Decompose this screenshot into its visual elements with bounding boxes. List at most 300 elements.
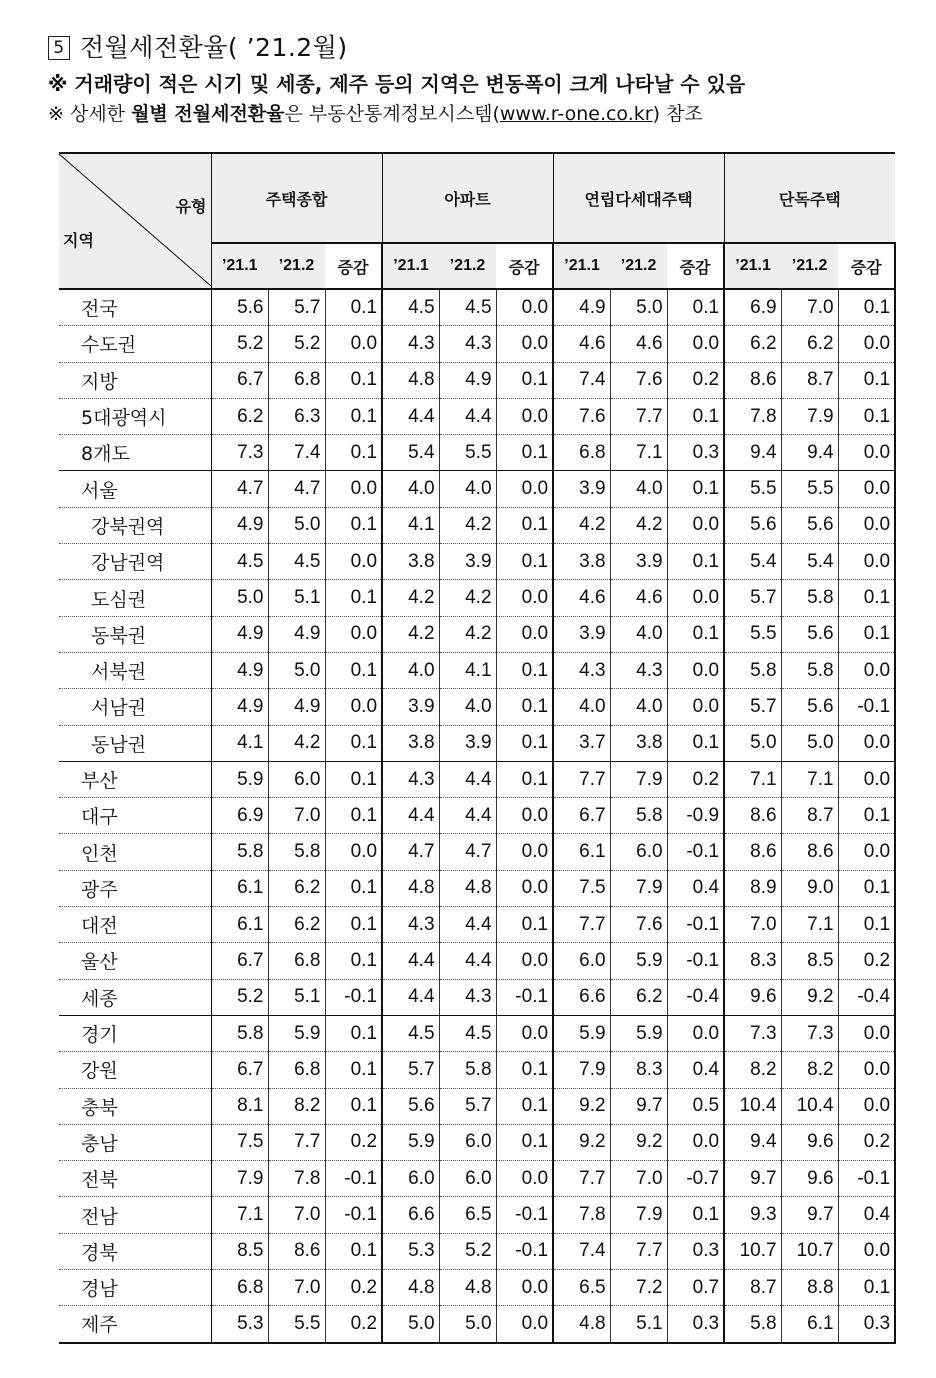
change-cell: 0.1	[325, 725, 382, 761]
region-cell: 수도권	[59, 326, 211, 362]
value-cell: 7.1	[781, 761, 838, 797]
value-cell: 5.0	[211, 580, 268, 616]
group-header-all-housing: 주택종합	[211, 153, 382, 243]
value-cell: 6.7	[211, 362, 268, 398]
value-cell: 6.0	[268, 761, 325, 797]
value-cell: 7.1	[781, 907, 838, 943]
change-cell: 0.0	[838, 1052, 895, 1088]
value-cell: 8.6	[781, 834, 838, 870]
value-cell: 6.2	[610, 979, 667, 1015]
region-cell: 강원	[59, 1052, 211, 1088]
value-cell: 8.9	[724, 870, 781, 906]
region-cell: 강북권역	[59, 507, 211, 543]
change-cell: -0.1	[667, 907, 724, 943]
change-cell: 0.1	[325, 652, 382, 688]
value-cell: 7.7	[553, 907, 610, 943]
table-row	[59, 689, 895, 725]
subheader-change: 증감	[496, 243, 553, 289]
value-cell: 5.7	[724, 689, 781, 725]
subheader-month: ’21.1	[724, 243, 781, 289]
value-cell: 8.6	[724, 834, 781, 870]
change-cell: 0.1	[325, 507, 382, 543]
value-cell: 7.3	[724, 1015, 781, 1051]
change-cell: 0.1	[838, 289, 895, 326]
value-cell: 7.1	[211, 1197, 268, 1233]
value-cell: 6.8	[268, 943, 325, 979]
value-cell: 4.2	[268, 725, 325, 761]
change-cell: -0.4	[838, 979, 895, 1015]
value-cell: 5.2	[211, 979, 268, 1015]
value-cell: 6.2	[781, 326, 838, 362]
value-cell: 4.9	[211, 616, 268, 652]
table-row	[59, 1270, 895, 1306]
value-cell: 9.2	[781, 979, 838, 1015]
value-cell: 7.0	[610, 1161, 667, 1197]
region-cell: 서울	[59, 471, 211, 507]
value-cell: 5.2	[268, 326, 325, 362]
value-cell: 4.8	[439, 1270, 496, 1306]
change-cell: 0.0	[496, 326, 553, 362]
change-cell: -0.1	[667, 943, 724, 979]
change-cell: 0.0	[325, 471, 382, 507]
value-cell: 4.9	[439, 362, 496, 398]
value-cell: 10.4	[724, 1088, 781, 1124]
change-cell: 0.1	[667, 471, 724, 507]
table-row	[59, 398, 895, 434]
value-cell: 8.2	[724, 1052, 781, 1088]
table-row	[59, 1233, 895, 1269]
region-cell: 전북	[59, 1161, 211, 1197]
value-cell: 7.5	[553, 870, 610, 906]
change-cell: 0.1	[325, 362, 382, 398]
value-cell: 4.8	[382, 1270, 439, 1306]
value-cell: 4.2	[439, 580, 496, 616]
value-cell: 3.9	[610, 544, 667, 580]
value-cell: 3.8	[382, 725, 439, 761]
change-cell: 0.1	[325, 580, 382, 616]
change-cell: 0.1	[667, 544, 724, 580]
value-cell: 7.7	[553, 761, 610, 797]
subheader-month: ’21.2	[439, 243, 496, 289]
region-cell: 동북권	[59, 616, 211, 652]
value-cell: 6.5	[439, 1197, 496, 1233]
region-cell: 강남권역	[59, 544, 211, 580]
region-cell: 충남	[59, 1124, 211, 1160]
region-cell: 경기	[59, 1015, 211, 1051]
value-cell: 6.5	[553, 1270, 610, 1306]
value-cell: 7.0	[724, 907, 781, 943]
value-cell: 9.0	[781, 870, 838, 906]
table-row	[59, 907, 895, 943]
change-cell: 0.1	[838, 798, 895, 834]
value-cell: 5.1	[610, 1306, 667, 1343]
change-cell: 0.2	[325, 1124, 382, 1160]
value-cell: 4.8	[382, 870, 439, 906]
change-cell: 0.0	[838, 761, 895, 797]
change-cell: 0.4	[667, 1052, 724, 1088]
value-cell: 4.1	[211, 725, 268, 761]
subheader-month: ’21.1	[211, 243, 268, 289]
value-cell: 10.4	[781, 1088, 838, 1124]
value-cell: 4.3	[439, 979, 496, 1015]
change-cell: 0.1	[667, 725, 724, 761]
table-row	[59, 616, 895, 652]
table-row	[59, 544, 895, 580]
value-cell: 8.3	[610, 1052, 667, 1088]
value-cell: 5.9	[382, 1124, 439, 1160]
region-cell: 세종	[59, 979, 211, 1015]
value-cell: 5.3	[382, 1233, 439, 1269]
value-cell: 9.2	[553, 1088, 610, 1124]
value-cell: 4.0	[439, 689, 496, 725]
value-cell: 9.7	[781, 1197, 838, 1233]
table-row	[59, 798, 895, 834]
value-cell: 4.5	[211, 544, 268, 580]
change-cell: 0.0	[838, 1233, 895, 1269]
region-cell: 전남	[59, 1197, 211, 1233]
value-cell: 4.6	[610, 580, 667, 616]
region-cell: 경남	[59, 1270, 211, 1306]
value-cell: 5.0	[439, 1306, 496, 1343]
change-cell: -0.1	[325, 979, 382, 1015]
table-row	[59, 943, 895, 979]
subheader-month: ’21.2	[610, 243, 667, 289]
value-cell: 5.2	[439, 1233, 496, 1269]
region-cell: 대구	[59, 798, 211, 834]
value-cell: 6.1	[211, 870, 268, 906]
value-cell: 4.0	[610, 471, 667, 507]
value-cell: 4.2	[553, 507, 610, 543]
change-cell: 0.0	[667, 689, 724, 725]
value-cell: 7.4	[553, 1233, 610, 1269]
change-cell: 0.1	[325, 435, 382, 471]
value-cell: 6.6	[553, 979, 610, 1015]
region-cell: 제주	[59, 1306, 211, 1343]
change-cell: 0.1	[496, 1088, 553, 1124]
value-cell: 5.9	[211, 761, 268, 797]
change-cell: 0.0	[496, 471, 553, 507]
value-cell: 7.9	[610, 761, 667, 797]
change-cell: 0.0	[838, 652, 895, 688]
change-cell: -0.1	[838, 689, 895, 725]
value-cell: 9.4	[724, 1124, 781, 1160]
value-cell: 4.7	[382, 834, 439, 870]
value-cell: 4.3	[610, 652, 667, 688]
value-cell: 6.7	[211, 943, 268, 979]
region-cell: 대전	[59, 907, 211, 943]
value-cell: 4.0	[382, 652, 439, 688]
change-cell: 0.1	[325, 870, 382, 906]
change-cell: 0.0	[838, 435, 895, 471]
diagonal-divider	[59, 154, 211, 286]
table-row	[59, 1306, 895, 1343]
value-cell: 4.0	[382, 471, 439, 507]
value-cell: 5.0	[268, 507, 325, 543]
change-cell: 0.1	[667, 398, 724, 434]
value-cell: 4.0	[610, 689, 667, 725]
change-cell: 0.2	[325, 1306, 382, 1343]
value-cell: 6.2	[268, 870, 325, 906]
value-cell: 8.7	[724, 1270, 781, 1306]
value-cell: 5.9	[610, 943, 667, 979]
value-cell: 8.5	[211, 1233, 268, 1269]
value-cell: 4.5	[439, 289, 496, 326]
change-cell: 0.0	[496, 870, 553, 906]
change-cell: 0.0	[838, 834, 895, 870]
note-reference-middle: 은 부동산통계정보시스템(	[284, 103, 500, 125]
value-cell: 5.0	[382, 1306, 439, 1343]
value-cell: 6.9	[724, 289, 781, 326]
value-cell: 7.6	[553, 398, 610, 434]
value-cell: 5.0	[724, 725, 781, 761]
change-cell: 0.1	[496, 544, 553, 580]
change-cell: 0.1	[838, 580, 895, 616]
value-cell: 6.3	[268, 398, 325, 434]
value-cell: 5.6	[724, 507, 781, 543]
value-cell: 4.6	[553, 580, 610, 616]
value-cell: 8.8	[781, 1270, 838, 1306]
change-cell: 0.0	[838, 1015, 895, 1051]
value-cell: 8.2	[268, 1088, 325, 1124]
value-cell: 9.6	[781, 1124, 838, 1160]
change-cell: 0.1	[325, 1088, 382, 1124]
change-cell: 0.0	[496, 616, 553, 652]
value-cell: 5.4	[781, 544, 838, 580]
value-cell: 4.0	[610, 616, 667, 652]
value-cell: 9.2	[553, 1124, 610, 1160]
table-row	[59, 1088, 895, 1124]
change-cell: 0.0	[838, 471, 895, 507]
change-cell: 0.0	[838, 507, 895, 543]
value-cell: 8.5	[781, 943, 838, 979]
value-cell: 7.2	[610, 1270, 667, 1306]
value-cell: 6.8	[268, 362, 325, 398]
subheader-change: 증감	[838, 243, 895, 289]
value-cell: 7.0	[268, 1270, 325, 1306]
r-one-link[interactable]: www.r-one.co.kr	[499, 103, 653, 125]
region-cell: 부산	[59, 761, 211, 797]
value-cell: 4.4	[439, 398, 496, 434]
value-cell: 5.6	[781, 689, 838, 725]
change-cell: 0.2	[667, 362, 724, 398]
value-cell: 7.8	[724, 398, 781, 434]
change-cell: 0.1	[667, 289, 724, 326]
value-cell: 8.6	[724, 362, 781, 398]
change-cell: 0.0	[667, 507, 724, 543]
table-row	[59, 362, 895, 398]
value-cell: 4.2	[439, 507, 496, 543]
value-cell: 5.6	[781, 616, 838, 652]
value-cell: 4.4	[439, 798, 496, 834]
section-number-box: 5	[48, 36, 70, 60]
change-cell: 0.1	[667, 1197, 724, 1233]
change-cell: -0.1	[496, 979, 553, 1015]
region-cell: 8개도	[59, 435, 211, 471]
change-cell: 0.7	[667, 1270, 724, 1306]
value-cell: 5.9	[268, 1015, 325, 1051]
value-cell: 4.5	[382, 289, 439, 326]
table-row	[59, 1015, 895, 1051]
change-cell: 0.3	[667, 435, 724, 471]
change-cell: 0.0	[325, 689, 382, 725]
change-cell: 0.0	[496, 398, 553, 434]
value-cell: 6.0	[610, 834, 667, 870]
table-row	[59, 979, 895, 1015]
change-cell: 0.0	[838, 326, 895, 362]
value-cell: 7.8	[268, 1161, 325, 1197]
value-cell: 6.2	[211, 398, 268, 434]
value-cell: 3.8	[553, 544, 610, 580]
value-cell: 5.8	[211, 834, 268, 870]
value-cell: 7.9	[781, 398, 838, 434]
value-cell: 7.1	[610, 435, 667, 471]
value-cell: 4.8	[553, 1306, 610, 1343]
change-cell: 0.1	[838, 870, 895, 906]
value-cell: 7.1	[724, 761, 781, 797]
value-cell: 5.9	[610, 1015, 667, 1051]
region-cell: 도심권	[59, 580, 211, 616]
value-cell: 7.0	[268, 1197, 325, 1233]
note-reference-prefix: ※ 상세한	[48, 103, 132, 125]
value-cell: 4.3	[382, 761, 439, 797]
value-cell: 4.4	[382, 398, 439, 434]
region-cell: 울산	[59, 943, 211, 979]
table-row	[59, 725, 895, 761]
value-cell: 6.0	[439, 1124, 496, 1160]
change-cell: -0.1	[496, 1197, 553, 1233]
value-cell: 7.7	[268, 1124, 325, 1160]
change-cell: 0.1	[496, 362, 553, 398]
value-cell: 4.6	[610, 326, 667, 362]
value-cell: 4.4	[382, 798, 439, 834]
value-cell: 5.2	[211, 326, 268, 362]
value-cell: 7.8	[553, 1197, 610, 1233]
value-cell: 3.8	[610, 725, 667, 761]
value-cell: 5.8	[268, 834, 325, 870]
value-cell: 8.7	[781, 798, 838, 834]
change-cell: 0.1	[496, 689, 553, 725]
change-cell: -0.1	[325, 1161, 382, 1197]
value-cell: 7.4	[268, 435, 325, 471]
value-cell: 5.3	[211, 1306, 268, 1343]
change-cell: 0.0	[496, 943, 553, 979]
value-cell: 9.3	[724, 1197, 781, 1233]
group-header-apartment: 아파트	[382, 153, 553, 243]
value-cell: 8.6	[268, 1233, 325, 1269]
change-cell: 0.1	[325, 1015, 382, 1051]
change-cell: 0.0	[838, 725, 895, 761]
value-cell: 8.2	[781, 1052, 838, 1088]
value-cell: 5.0	[781, 725, 838, 761]
value-cell: 5.8	[610, 798, 667, 834]
change-cell: 0.1	[325, 398, 382, 434]
change-cell: 0.0	[667, 1015, 724, 1051]
value-cell: 4.4	[439, 943, 496, 979]
value-cell: 4.3	[553, 652, 610, 688]
change-cell: 0.1	[325, 907, 382, 943]
value-cell: 7.4	[553, 362, 610, 398]
value-cell: 3.9	[553, 471, 610, 507]
value-cell: 7.6	[610, 362, 667, 398]
value-cell: 9.2	[610, 1124, 667, 1160]
value-cell: 4.1	[382, 507, 439, 543]
value-cell: 4.0	[439, 471, 496, 507]
value-cell: 4.8	[439, 870, 496, 906]
note-reference-bold: 월별 전월세전환율	[131, 103, 285, 125]
subheader-change: 증감	[667, 243, 724, 289]
value-cell: 4.9	[268, 616, 325, 652]
subheader-month: ’21.1	[553, 243, 610, 289]
value-cell: 4.9	[268, 689, 325, 725]
change-cell: 0.1	[496, 435, 553, 471]
change-cell: 0.0	[496, 289, 553, 326]
change-cell: 0.0	[667, 580, 724, 616]
value-cell: 7.0	[781, 289, 838, 326]
change-cell: 0.0	[667, 326, 724, 362]
value-cell: 7.9	[610, 870, 667, 906]
value-cell: 4.2	[610, 507, 667, 543]
subheader-month: ’21.2	[268, 243, 325, 289]
value-cell: 6.1	[211, 907, 268, 943]
value-cell: 4.3	[382, 907, 439, 943]
value-cell: 4.7	[268, 471, 325, 507]
value-cell: 5.1	[268, 979, 325, 1015]
value-cell: 4.5	[382, 1015, 439, 1051]
value-cell: 4.8	[382, 362, 439, 398]
change-cell: 0.0	[838, 1088, 895, 1124]
region-cell: 지방	[59, 362, 211, 398]
value-cell: 6.8	[268, 1052, 325, 1088]
value-cell: 3.7	[553, 725, 610, 761]
region-cell: 충북	[59, 1088, 211, 1124]
change-cell: -0.1	[667, 834, 724, 870]
note-volatility: ※ 거래량이 적은 시기 및 세종, 제주 등의 지역은 변동폭이 크게 나타날 수 있음	[48, 72, 746, 96]
table-row	[59, 834, 895, 870]
value-cell: 5.4	[724, 544, 781, 580]
value-cell: 4.0	[553, 689, 610, 725]
value-cell: 5.5	[439, 435, 496, 471]
region-cell: 전국	[59, 289, 211, 326]
value-cell: 5.9	[553, 1015, 610, 1051]
value-cell: 6.0	[439, 1161, 496, 1197]
page-title	[48, 28, 348, 64]
change-cell: 0.0	[325, 326, 382, 362]
change-cell: 0.0	[496, 798, 553, 834]
value-cell: 5.7	[724, 580, 781, 616]
value-cell: 9.7	[724, 1161, 781, 1197]
change-cell: 0.0	[496, 580, 553, 616]
change-cell: 0.1	[496, 725, 553, 761]
change-cell: 0.3	[667, 1233, 724, 1269]
value-cell: 4.9	[211, 689, 268, 725]
change-cell: 0.1	[496, 652, 553, 688]
conversion-rate-table	[59, 152, 896, 1344]
value-cell: 9.6	[781, 1161, 838, 1197]
value-cell: 7.3	[781, 1015, 838, 1051]
value-cell: 7.3	[211, 435, 268, 471]
value-cell: 5.6	[211, 289, 268, 326]
change-cell: 0.3	[838, 1306, 895, 1343]
change-cell: 0.1	[496, 761, 553, 797]
change-cell: 0.3	[667, 1306, 724, 1343]
change-cell: 0.0	[667, 1124, 724, 1160]
subheader-month: ’21.1	[382, 243, 439, 289]
table-row	[59, 870, 895, 906]
group-header-row-multiplex: 연립다세대주택	[553, 153, 724, 243]
change-cell: 0.1	[496, 1052, 553, 1088]
value-cell: 6.8	[211, 1270, 268, 1306]
table-row	[59, 471, 895, 507]
